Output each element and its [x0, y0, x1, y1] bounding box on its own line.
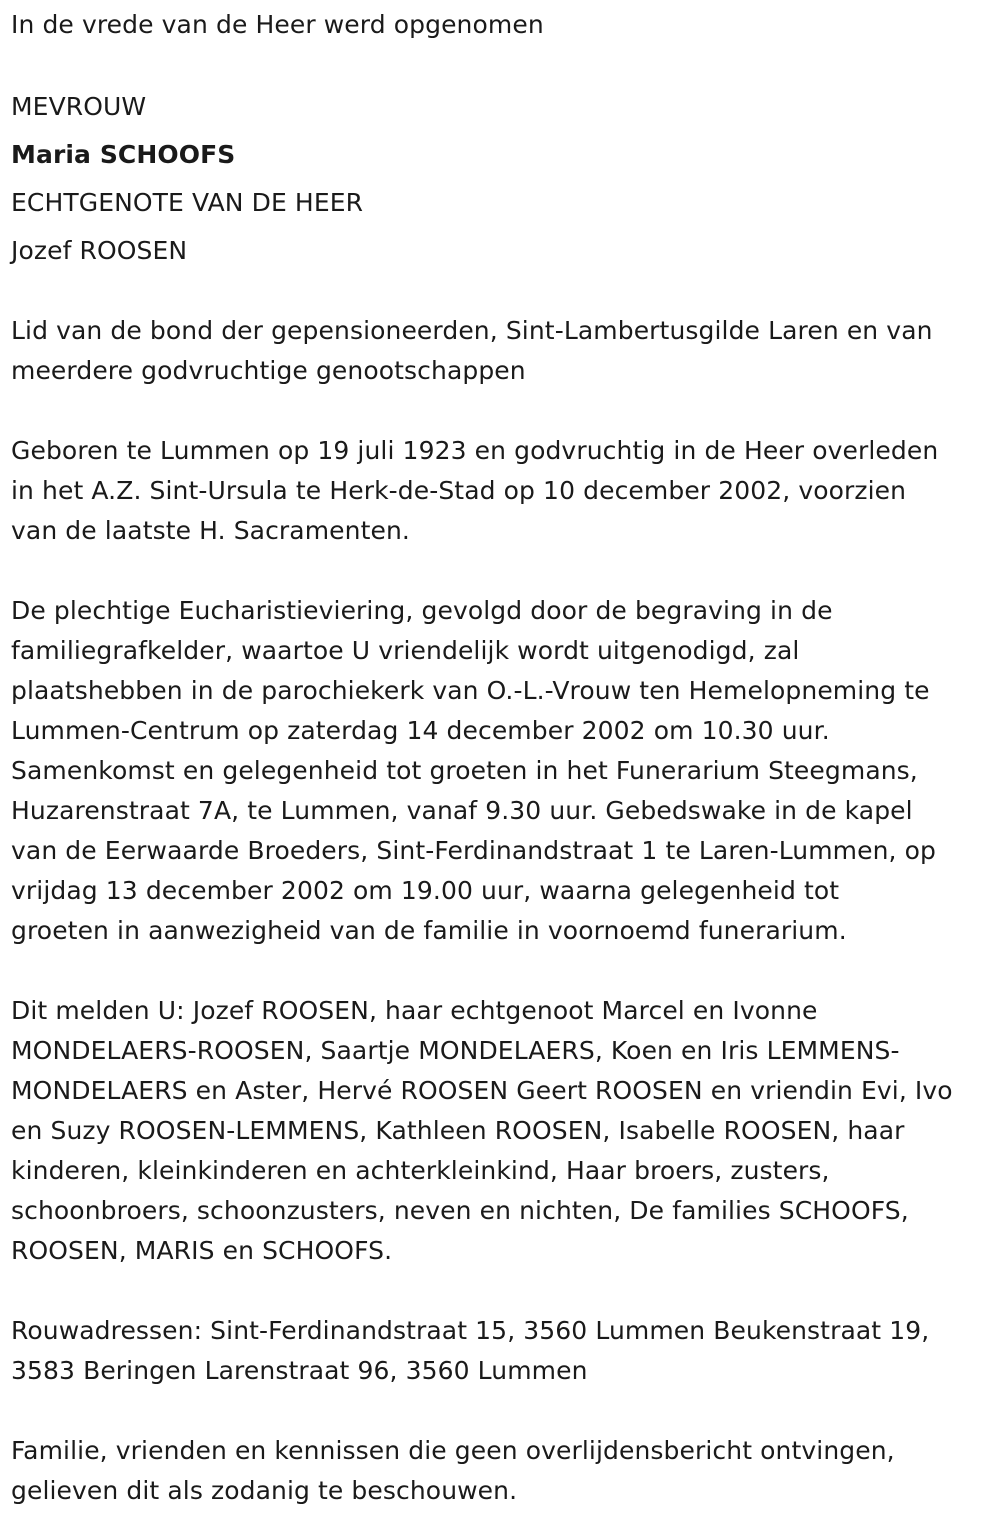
intro-line: In de vrede van de Heer werd opgenomen: [11, 10, 544, 39]
spouse-label: ECHTGENOTE VAN DE HEER: [11, 188, 364, 217]
paragraph-line: vrijdag 13 december 2002 om 19.00 uur, waarna gelegenheid tot: [11, 876, 840, 905]
paragraph-line: Lummen-Centrum op zaterdag 14 december 2002 om 10.30 uur.: [11, 716, 830, 745]
paragraph-line: Familie, vrienden en kennissen die geen overlijdensbericht ontvingen,: [11, 1436, 895, 1465]
paragraph-line: Huzarenstraat 7A, te Lummen, vanaf 9.30 uur. Gebedswake in de kapel: [11, 796, 913, 825]
paragraph-line: 3583 Beringen Larenstraat 96, 3560 Lummen: [11, 1356, 588, 1385]
ceremony-paragraph: [11, 591, 996, 951]
paragraph-line: ROOSEN, MARIS en SCHOOFS.: [11, 1236, 393, 1265]
paragraph-line: schoonbroers, schoonzusters, neven en nichten, De families SCHOOFS,: [11, 1196, 909, 1225]
paragraph-line: gelieven dit als zodanig te beschouwen.: [11, 1476, 518, 1505]
paragraph-line: Dit melden U: Jozef ROOSEN, haar echtgenoot Marcel en Ivonne: [11, 996, 818, 1025]
paragraph-line: van de laatste H. Sacramenten.: [11, 516, 410, 545]
paragraph-line: kinderen, kleinkinderen en achterkleinkind, Haar broers, zusters,: [11, 1156, 830, 1185]
paragraph-line: MONDELAERS-ROOSEN, Saartje MONDELAERS, Koen en Iris LEMMENS-: [11, 1036, 900, 1065]
paragraph-line: Samenkomst en gelegenheid tot groeten in het Funerarium Steegmans,: [11, 756, 918, 785]
obituary-notice: [11, 0, 996, 1511]
family-paragraph: [11, 991, 996, 1271]
paragraph-line: MONDELAERS en Aster, Hervé ROOSEN Geert ROOSEN en vriendin Evi, Ivo: [11, 1076, 953, 1105]
paragraph-line: plaatshebben in de parochiekerk van O.-L.-Vrouw ten Hemelopneming te: [11, 676, 930, 705]
membership-paragraph: [11, 311, 996, 391]
spouse-name: Jozef ROOSEN: [11, 236, 188, 265]
birth-death-paragraph: [11, 431, 996, 551]
paragraph-line: Geboren te Lummen op 19 juli 1923 en godvruchtig in de Heer overleden: [11, 436, 939, 465]
paragraph-line: De plechtige Eucharistieviering, gevolgd door de begraving in de: [11, 596, 833, 625]
paragraph-line: Lid van de bond der gepensioneerden, Sint-Lambertusgilde Laren en van: [11, 316, 933, 345]
closing-paragraph: [11, 1431, 996, 1511]
paragraph-line: familiegrafkelder, waartoe U vriendelijk wordt uitgenodigd, zal: [11, 636, 800, 665]
paragraph-line: meerdere godvruchtige genootschappen: [11, 356, 526, 385]
paragraph-line: in het A.Z. Sint-Ursula te Herk-de-Stad op 10 december 2002, voorzien: [11, 476, 907, 505]
paragraph-line: van de Eerwaarde Broeders, Sint-Ferdinandstraat 1 te Laren-Lummen, op: [11, 836, 937, 865]
paragraph-line: Rouwadressen: Sint-Ferdinandstraat 15, 3560 Lummen Beukenstraat 19,: [11, 1316, 930, 1345]
paragraph-line: en Suzy ROOSEN-LEMMENS, Kathleen ROOSEN, Isabelle ROOSEN, haar: [11, 1116, 905, 1145]
honorific-title: MEVROUW: [11, 92, 147, 121]
addresses-paragraph: [11, 1311, 996, 1391]
paragraph-line: groeten in aanwezigheid van de familie in voornoemd funerarium.: [11, 916, 847, 945]
deceased-name: Maria SCHOOFS: [11, 140, 236, 169]
